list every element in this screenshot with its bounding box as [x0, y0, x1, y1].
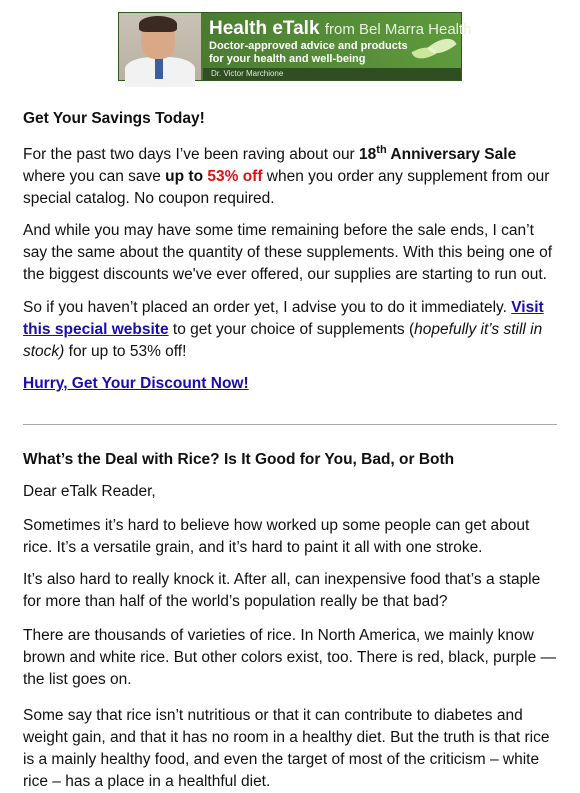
text: For the past two days I’ve been raving about our	[23, 146, 360, 163]
article-paragraph-1: Sometimes it’s hard to believe how worked up some people can get about rice. It’s a versatile grain, and it’s hard to paint it all with one stroke.	[23, 517, 530, 556]
get-discount-link[interactable]: Hurry, Get Your Discount Now!	[23, 375, 249, 392]
text: Anniversary Sale	[386, 146, 517, 163]
section-divider	[23, 424, 557, 425]
article-title: What’s the Deal with Rice? Is It Good for You, Bad, or Both	[23, 451, 455, 468]
section-heading-savings: Get Your Savings Today!	[23, 110, 205, 127]
photo-hair	[139, 16, 177, 32]
text: for up to 53% off!	[64, 343, 187, 360]
paragraph-supplies: And while you may have some time remaining before the sale ends, I can’t say the same about the quantity of these supplements. With this being one of the biggest discounts we've ever offered, our supplies are starting to run out.	[23, 222, 553, 283]
paragraph-sale	[23, 144, 557, 210]
superscript: th	[376, 143, 387, 156]
header-banner[interactable]	[118, 12, 472, 81]
photo-tie	[155, 57, 163, 79]
greeting: Dear eTalk Reader,	[23, 483, 156, 500]
banner-title-from: from Bel Marra Health	[324, 21, 472, 38]
text-bold	[359, 143, 517, 163]
text-italic: hopefully it’s still in stock)	[23, 321, 543, 360]
banner-tagline: Doctor-approved advice and products for your health and well-being	[209, 40, 408, 65]
text: So if you haven’t placed an order yet, I advise you to do it immediately.	[23, 299, 512, 316]
doctor-photo	[119, 13, 201, 80]
banner-title-main: Health eTalk	[209, 18, 320, 39]
article-paragraph-3: There are thousands of varieties of rice. In North America, we mainly know brown and white rice. But other colors exist, too. There is red, black, purple — the list goes on.	[23, 627, 556, 688]
text: 18	[359, 146, 377, 163]
article-paragraph-2: It’s also hard to really knock it. After all, can inexpensive food that’s a staple for more than half of the world’s population really be that bad?	[23, 571, 541, 610]
banner-title	[209, 18, 472, 40]
banner-doctor-name: Dr. Victor Marchione	[203, 68, 461, 80]
article-paragraph-4: Some say that rice isn’t nutritious or that it can contribute to diabetes and weight gain, and that it has no room in a healthy diet. But the truth is that rice is a mainly healthy food, and even the target of most of the criticism – white rice – has a place in a healthful diet.	[23, 707, 550, 790]
text-bold: up to	[165, 168, 208, 185]
visit-website-link[interactable]: Visit this special website	[23, 299, 544, 338]
text: where you can save	[23, 168, 166, 185]
cta-paragraph	[23, 373, 557, 395]
text: when you order any supplement from our special catalog. No coupon required.	[23, 168, 550, 207]
discount-highlight: 53% off	[207, 168, 263, 185]
text: to get your choice of supplements (	[168, 321, 415, 338]
paragraph-order	[23, 297, 557, 363]
